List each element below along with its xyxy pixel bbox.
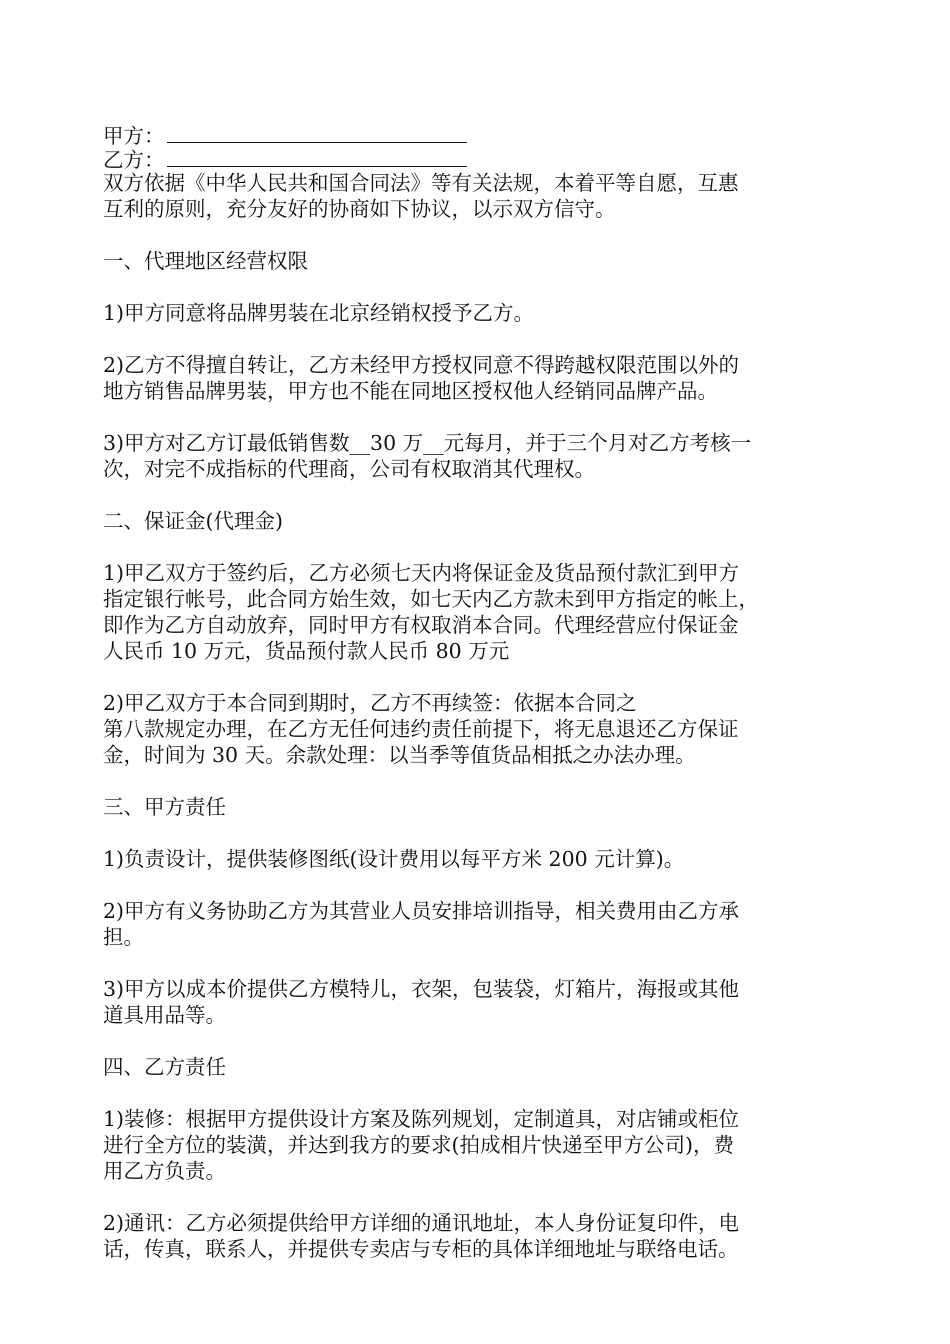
- section-2-para-2: 2)甲乙双方于本合同到期时，乙方不再续签：依据本合同之 第八款规定办理，在乙方无任何违约责任前提下，将无息退还乙方保证 金，时间为 30 天。余款处理：以当季等值货品相抵之办法办理。: [103, 691, 739, 767]
- party-b-line: 乙方：: [103, 146, 863, 170]
- party-b-blank: [167, 146, 467, 167]
- section-1-para-1: 1)甲方同意将品牌男装在北京经销权授予乙方。: [103, 301, 535, 325]
- party-a-blank: [167, 122, 467, 143]
- section-4-para-1: 1)装修：根据甲方提供设计方案及陈列规划，定制道具，对店铺或柜位 进行全方位的装潢，并达到我方的要求(拍成相片快递至甲方公司)，费 用乙方负责。: [103, 1107, 740, 1183]
- section-3-para-2: 2)甲方有义务协助乙方为其营业人员安排培训指导，相关费用由乙方承 担。: [103, 899, 740, 949]
- section-1-para-2: 2)乙方不得擅自转让，乙方未经甲方授权同意不得跨越权限范围以外的 地方销售品牌男装，甲方也不能在同地区授权他人经销同品牌产品。: [103, 353, 740, 403]
- section-3-title: 三、甲方责任: [103, 795, 226, 819]
- section-2-para-1: 1)甲乙双方于签约后，乙方必须七天内将保证金及货品预付款汇到甲方 指定银行帐号，此合同方始生效，如七天内乙方款未到甲方指定的帐上， 即作为乙方自动放弃，同时甲方有权取消本合同。代理经营应付保证金 人民币 10 万元，货品预付款人民币 80 万元: [103, 561, 759, 663]
- section-3-para-1: 1)负责设计，提供装修图纸(设计费用以每平方米 200 元计算)。: [103, 847, 685, 871]
- section-3-para-3: 3)甲方以成本价提供乙方模特儿，衣架，包装袋，灯箱片，海报或其他 道具用品等。: [103, 977, 740, 1027]
- section-4-title: 四、乙方责任: [103, 1055, 226, 1079]
- section-1-title: 一、代理地区经营权限: [103, 249, 308, 273]
- contract-body: [103, 122, 863, 1262]
- intro-paragraph: 双方依据《中华人民共和国合同法》等有关法规，本着平等自愿，互惠 互利的原则，充分友好的协商如下协议，以示双方信守。: [103, 171, 739, 221]
- section-1-para-3: 3)甲方对乙方订最低销售数__30 万__元每月，并于三个月对乙方考核一 次，对完不成指标的代理商，公司有权取消其代理权。: [103, 431, 752, 481]
- section-4-para-2: 2)通讯：乙方必须提供给甲方详细的通讯地址，本人身份证复印件，电 话，传真，联系人，并提供专卖店与专柜的具体详细地址与联络电话。: [103, 1211, 740, 1261]
- party-a-line: 甲方：: [103, 122, 863, 146]
- section-2-title: 二、保证金(代理金): [103, 509, 283, 533]
